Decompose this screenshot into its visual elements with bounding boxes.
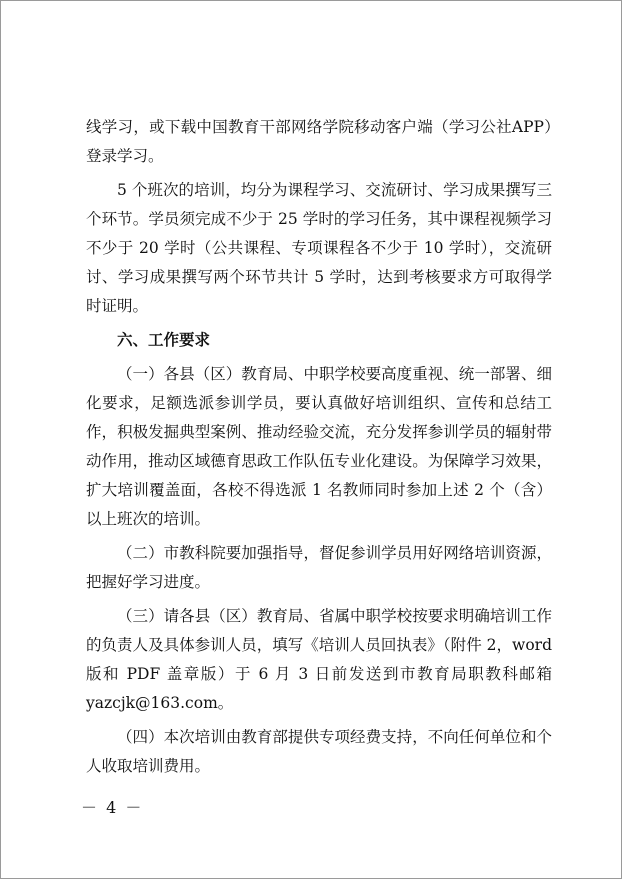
paragraph-requirement-4: （四）本次培训由教育部提供专项经费支持，不向任何单位和个人收取培训费用。 — [86, 728, 552, 775]
paragraph-training-structure: 5 个班次的培训，均分为课程学习、交流研讨、学习成果撰写三个环节。学员须完成不少于 25 学时的学习任务，其中课程视频学习不少于 20 学时（公共课程、专项课程各不少于 10 学时），交流研讨、学习成果撰写两个环节共计 5 学时，达到考核要求方可取得学时证明。 — [86, 181, 552, 315]
paragraph-requirement-2: （二）市教科院要加强指导，督促参训学员用好网络培训资源，把握好学习进度。 — [86, 544, 552, 591]
paragraph-requirement-3: （三）请各县（区）教育局、省属中职学校按要求明确培训工作的负责人及具体参训人员，填写《培训人员回执表》（附件 2，word 版和 PDF 盖章版）于 6 月 3 日前发送到市教育局职教科邮箱 yazcjk@163.com。 — [86, 607, 552, 712]
paragraph-online-study: 线学习，或下载中国教育干部网络学院移动客户端（学习公社APP）登录学习。 — [86, 118, 552, 165]
page-number: － 4 － — [81, 798, 144, 817]
document-body — [86, 113, 552, 786]
paragraph-requirement-1: （一）各县（区）教育局、中职学校要高度重视、统一部署、细化要求，足额选派参训学员，要认真做好培训组织、宣传和总结工作，积极发掘典型案例、推动经验交流，充分发挥参训学员的辐射带动作用，推动区域德育思政工作队伍专业化建设。为保障学习效果，扩大培训覆盖面，各校不得选派 1 名教师同时参加上述 2 个（含）以上班次的培训。 — [86, 365, 552, 528]
section-heading-work-requirements: 六、工作要求 — [117, 331, 211, 349]
